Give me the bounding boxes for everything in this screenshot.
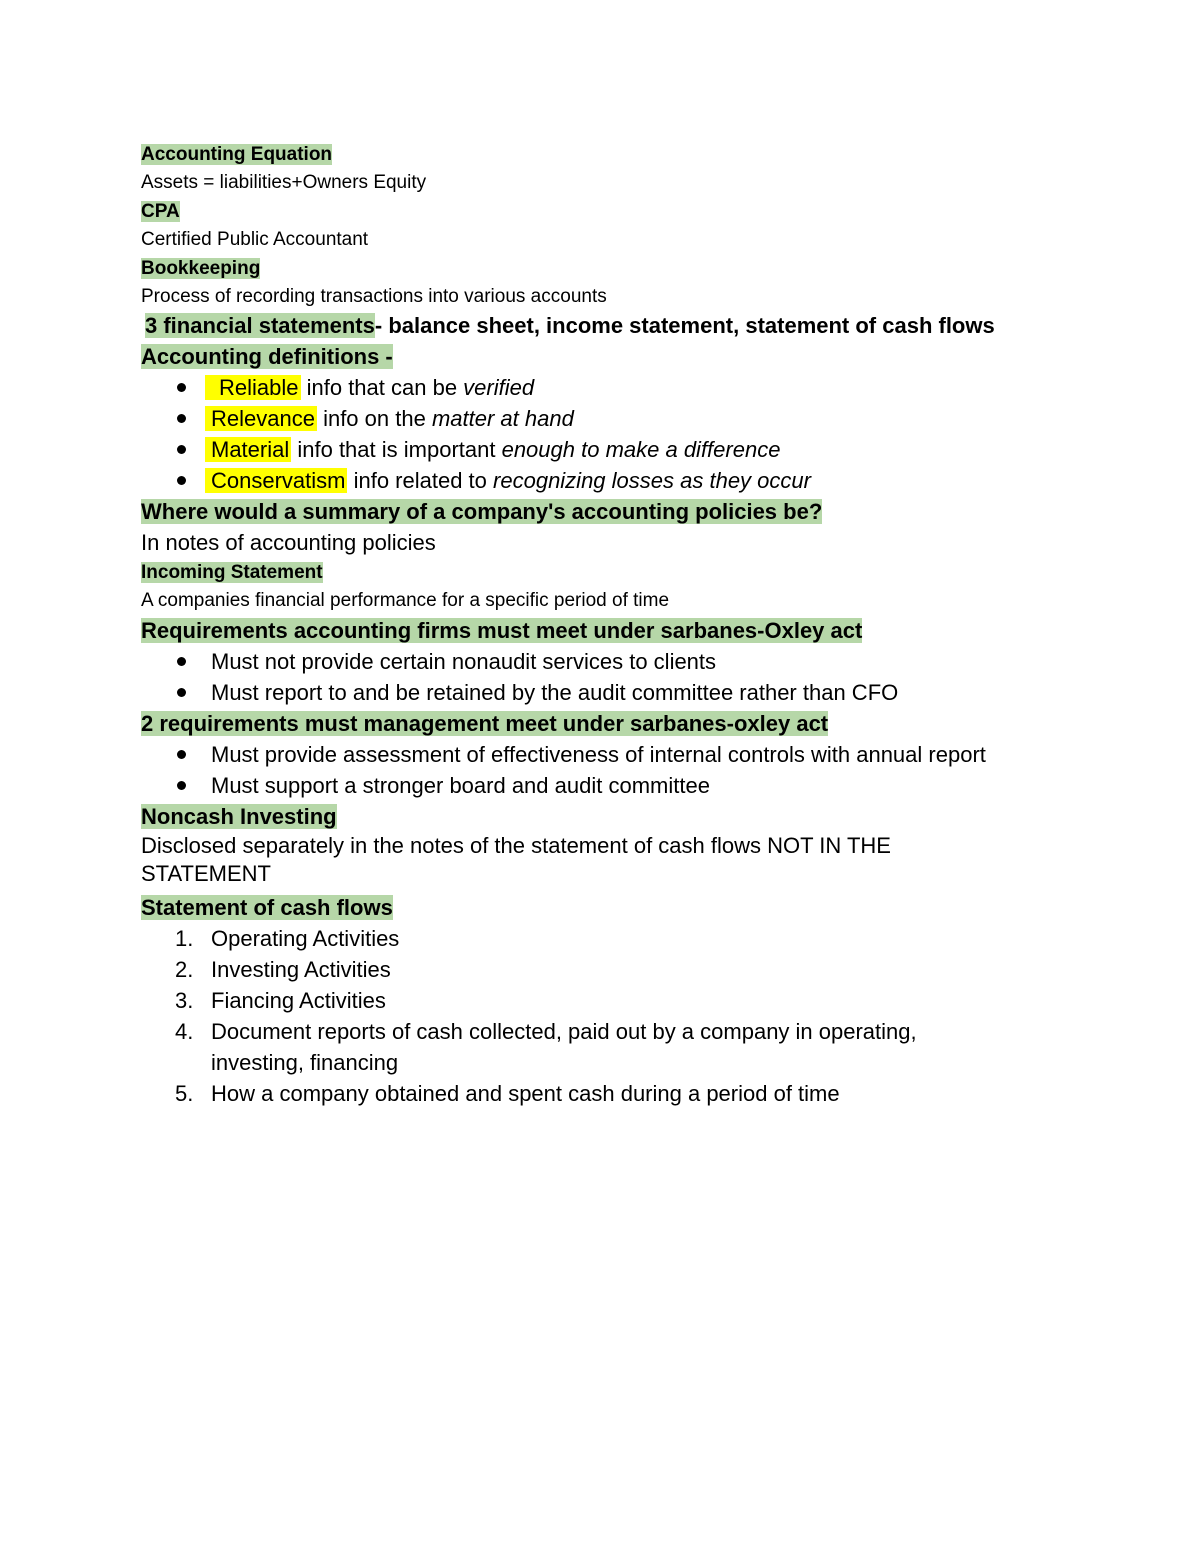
bullet-icon (177, 383, 186, 392)
sox-firms-list (141, 646, 1121, 708)
bullet-icon (177, 750, 186, 759)
list-item: 3. Fiancing Activities (175, 988, 386, 1013)
heading-sox-firms: Requirements accounting firms must meet under sarbanes-Oxley act (141, 618, 863, 643)
list-item: Must provide assessment of effectiveness of internal controls with annual report (141, 739, 1121, 770)
list-item: 4. Document reports of cash collected, paid out by a company in operating, investing, financing (175, 1019, 917, 1075)
heading-accounting-policies: Where would a summary of a company's accounting policies be? (141, 499, 823, 524)
definition-term: Conservatism (205, 468, 347, 493)
text-accounting-equation: Assets = liabilities+Owners Equity (141, 172, 427, 193)
bullet-icon (177, 657, 186, 666)
heading-accounting-equation: Accounting Equation (141, 144, 333, 165)
definition-term: Material (205, 437, 291, 462)
list-item: 5. How a company obtained and spent cash during a period of time (175, 1081, 840, 1106)
list-item: Conservatism info related to recognizing losses as they occur (141, 465, 1121, 496)
heading-noncash-investing: Noncash Investing (141, 804, 337, 829)
text-noncash-investing: Disclosed separately in the notes of the statement of cash flows NOT IN THE STATEMENT (141, 833, 891, 886)
heading-financial-statements: 3 financial statements- balance sheet, income statement, statement of cash flows (145, 313, 995, 338)
list-item: Must not provide certain nonaudit services to clients (141, 646, 1121, 677)
heading-incoming-statement: Incoming Statement (141, 562, 323, 583)
bullet-icon (177, 476, 186, 485)
cash-flows-list (141, 923, 1121, 1109)
text-cpa: Certified Public Accountant (141, 229, 369, 250)
definition-term: Relevance (205, 406, 317, 431)
heading-statement-cash-flows: Statement of cash flows (141, 895, 393, 920)
list-item: 2. Investing Activities (175, 957, 391, 982)
list-item: Relevance info on the matter at hand (141, 403, 1121, 434)
financial-statements-list: - balance sheet, income statement, statement of cash flows (374, 313, 995, 338)
definitions-list (141, 372, 1121, 496)
definition-term: Reliable (205, 375, 301, 400)
list-item: 1. Operating Activities (175, 926, 400, 951)
list-item: Material info that is important enough to make a difference (141, 434, 1121, 465)
bullet-icon (177, 781, 186, 790)
bullet-icon (177, 445, 186, 454)
document-page (141, 140, 1121, 1109)
bullet-icon (177, 414, 186, 423)
heading-sox-management: 2 requirements must management meet under sarbanes-oxley act (141, 711, 829, 736)
heading-accounting-definitions: Accounting definitions - (141, 344, 393, 369)
sox-management-list (141, 739, 1121, 801)
text-accounting-policies: In notes of accounting policies (141, 530, 436, 555)
list-item: Reliable info that can be verified (141, 372, 1121, 403)
text-incoming-statement: A companies financial performance for a specific period of time (141, 590, 670, 611)
heading-bookkeeping: Bookkeeping (141, 258, 261, 279)
heading-cpa: CPA (141, 201, 180, 222)
list-item: Must support a stronger board and audit committee (141, 770, 1121, 801)
bullet-icon (177, 688, 186, 697)
text-bookkeeping: Process of recording transactions into various accounts (141, 286, 607, 307)
list-item: Must report to and be retained by the audit committee rather than CFO (141, 677, 1121, 708)
